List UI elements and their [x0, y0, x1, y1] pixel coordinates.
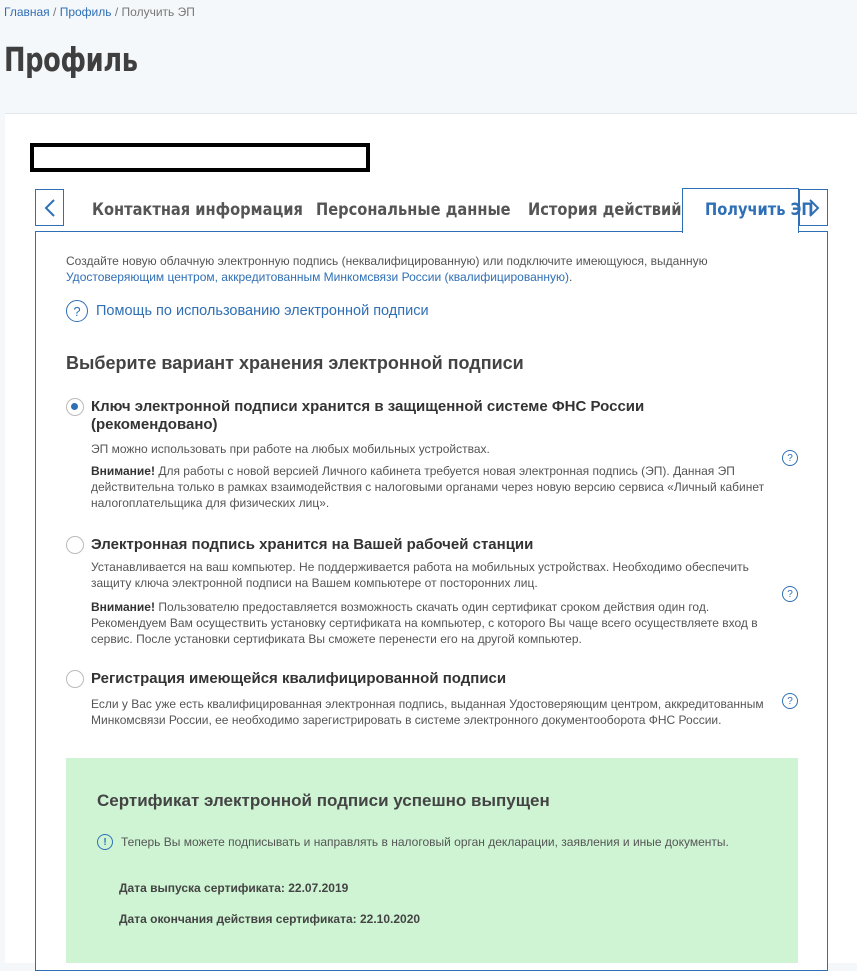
tab-contact-info[interactable]: Контактная информация	[92, 200, 303, 220]
question-icon[interactable]: ?	[782, 693, 798, 709]
breadcrumb-current: Получить ЭП	[121, 5, 195, 19]
storage-option-workstation	[66, 536, 793, 651]
storage-option-fns	[66, 398, 793, 518]
tab-action-history[interactable]: История действий	[528, 200, 682, 220]
option-warning	[91, 463, 771, 511]
warning-label: Внимание!	[91, 600, 155, 614]
breadcrumb-separator: /	[111, 5, 122, 19]
warning-text: Пользователю предоставляется возможность скачать один сертификат сроком действия один год. Рекомендуем Вам осуществить установку сертификата на компьютер, с которого Вы чаще всего осуществляете вход в сервис. После установки сертификата Вы сможете перенести его на другой компьютер.	[91, 600, 758, 646]
warning-text: Для работы с новой версией Личного кабинета требуется новая электронная подпись (ЭП). Данная ЭП действительна только в рамках взаимодействия с налоговыми органами через новую версию сервиса «Личный кабинет налогоплательщика для физических лиц».	[91, 464, 765, 510]
page-title: Профиль	[4, 40, 138, 79]
question-icon[interactable]: ?	[782, 450, 798, 466]
storage-section-title: Выберите вариант хранения электронной подписи	[66, 353, 524, 373]
option-description: ЭП можно использовать при работе на любых мобильных устройствах.	[91, 442, 490, 456]
success-panel	[66, 758, 798, 963]
option-description: Устанавливается на ваш компьютер. Не поддерживается работа на мобильных устройствах. Необходимо обеспечить защиту ключа электронной подписи на Вашем компьютере от посторонних лиц.	[91, 560, 749, 590]
intro-text	[66, 253, 766, 285]
success-note-text: Теперь Вы можете подписывать и направлять в налоговый орган декларации, заявления и иные документы.	[121, 835, 729, 849]
option-description: Если у Вас уже есть квалифицированная электронная подпись, выданная Удостоверяющим центром, аккредитованным Минкомсвязи России, ее необходимо зарегистрировать в системе электронного документооборота ФНС России.	[91, 697, 764, 727]
radio-storage-qualified[interactable]	[66, 670, 84, 688]
success-note	[97, 834, 729, 850]
question-icon[interactable]: ?	[782, 586, 798, 602]
accredited-ca-link[interactable]: Удостоверяющим центром, аккредитованным Минкомсвязи России (квалифицированную)	[66, 270, 570, 284]
help-link[interactable]	[66, 300, 429, 322]
tabs-scroll-left-button[interactable]	[35, 189, 64, 226]
intro-text-end: .	[569, 270, 573, 284]
radio-storage-workstation[interactable]	[66, 536, 84, 554]
tab-personal-data[interactable]: Персональные данные	[316, 200, 511, 220]
certificate-issue-date: Дата выпуска сертификата: 22.07.2019	[119, 881, 349, 895]
success-title: Сертификат электронной подписи успешно выпущен	[97, 791, 550, 810]
option-title[interactable]: Электронная подпись хранится на Вашей рабочей станции	[91, 536, 534, 553]
tab-get-ep[interactable]	[682, 188, 814, 233]
breadcrumb-profile-link[interactable]: Профиль	[59, 5, 112, 19]
option-title[interactable]: Ключ электронной подписи хранится в защищенной системе ФНС России (рекомендовано)	[91, 398, 645, 433]
storage-option-qualified	[66, 670, 793, 730]
breadcrumb-home-link[interactable]: Главная	[4, 5, 50, 19]
warning-label: Внимание!	[91, 464, 155, 478]
breadcrumb-separator: /	[49, 5, 60, 19]
chevron-left-icon	[43, 198, 57, 218]
intro-text-main: Создайте новую облачную электронную подпись (неквалифицированную) или подключите имеющуюся, выданную	[66, 254, 708, 268]
tab-get-ep-label: Получить ЭП	[705, 200, 814, 220]
certificate-expiry-date: Дата окончания действия сертификата: 22.10.2020	[119, 912, 421, 926]
question-icon: ?	[66, 300, 88, 322]
radio-storage-fns[interactable]	[66, 398, 84, 416]
option-warning	[91, 599, 771, 647]
breadcrumb	[4, 5, 195, 19]
info-exclamation-icon: !	[97, 834, 113, 850]
redacted-user-name	[30, 143, 370, 172]
option-title[interactable]: Регистрация имеющейся квалифицированной подписи	[91, 670, 507, 687]
help-link-label: Помощь по использованию электронной подписи	[96, 303, 429, 319]
